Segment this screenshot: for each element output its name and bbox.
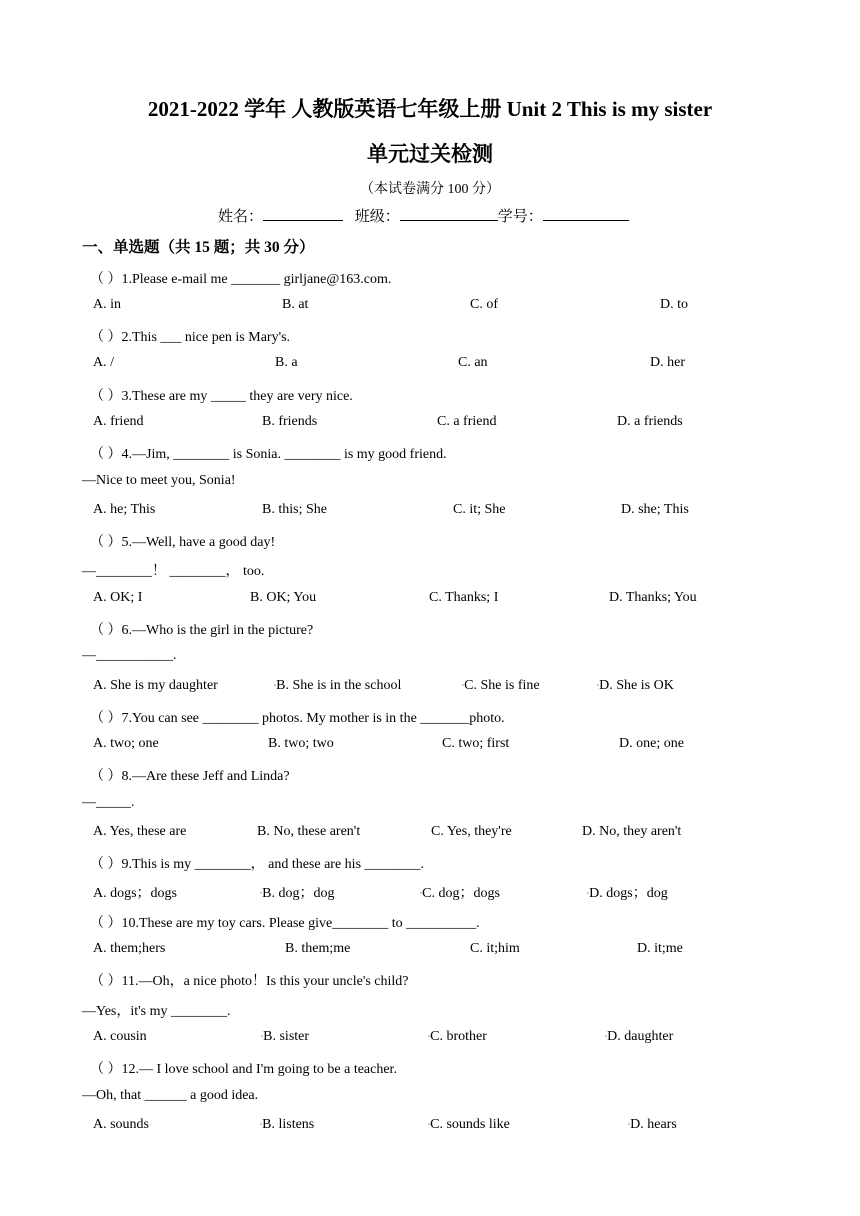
option-text: C. dog；dogs [422, 886, 500, 901]
exam-subtitle: （本试卷满分 100 分） [360, 182, 500, 197]
option-text: C. of [470, 297, 498, 312]
question-text: 4.—Jim, ________ is Sonia. ________ is my good friend. [121, 447, 447, 462]
answer-paren: （ ） [90, 769, 122, 784]
option-text: C. a friend [437, 414, 497, 429]
option-marker-icon: ▫ [462, 682, 465, 689]
option-text: A. friend [93, 414, 144, 429]
answer-paren: （ ） [90, 447, 122, 462]
option-a[interactable] [93, 882, 177, 902]
option-d[interactable] [660, 297, 688, 313]
option-text: C. Thanks; I [429, 590, 499, 605]
option-a[interactable] [93, 1029, 147, 1045]
question-text: 10.These are my toy cars. Please give________ to __________. [121, 916, 480, 931]
option-marker-icon: ▫ [605, 1033, 608, 1040]
option-marker-icon: ▫ [261, 1033, 264, 1040]
option-marker-icon: ▫ [587, 890, 590, 897]
option-text: A. two; one [93, 736, 159, 751]
option-a[interactable] [93, 736, 159, 752]
option-marker-icon: ▫ [274, 682, 277, 689]
question-text: 2.This ___ nice pen is Mary's. [121, 330, 291, 345]
option-text: D. one; one [619, 736, 684, 751]
option-a[interactable] [93, 678, 218, 694]
option-marker-icon: ▫ [260, 1121, 263, 1128]
option-text: C. an [458, 355, 488, 370]
option-text: C. it;him [470, 941, 520, 956]
option-text: B. friends [262, 414, 318, 429]
option-marker-icon: ▫ [260, 890, 263, 897]
option-text: D. No, they aren't [582, 824, 682, 839]
option-c[interactable] [470, 297, 498, 313]
option-text: C. brother [430, 1029, 487, 1044]
question-stem [90, 619, 313, 639]
option-c[interactable] [431, 824, 512, 840]
class-label: 班级： [354, 209, 400, 225]
answer-paren: （ ） [90, 272, 122, 287]
option-d[interactable] [597, 678, 674, 694]
question-text: 5.—Well, have a good day! [121, 535, 276, 550]
option-b[interactable] [257, 824, 360, 840]
option-c[interactable] [437, 414, 496, 430]
option-b[interactable] [260, 1117, 314, 1133]
question-stem [90, 326, 290, 346]
option-text: A. OK; I [93, 590, 143, 605]
option-text: B. two; two [268, 736, 334, 751]
option-text: D. her [650, 355, 685, 370]
question-stem [90, 970, 409, 990]
answer-paren: （ ） [90, 623, 122, 638]
answer-paren: （ ） [90, 389, 122, 404]
question-text: 12.— I love school and I'm going to be a teacher. [121, 1062, 397, 1077]
option-c[interactable] [442, 736, 509, 752]
question-stem [90, 765, 290, 785]
question-stem [90, 853, 424, 873]
option-text: D. Thanks; You [609, 590, 697, 605]
option-a[interactable] [93, 297, 121, 313]
option-d[interactable] [605, 1029, 673, 1045]
option-text: D. to [660, 297, 688, 312]
option-c[interactable] [428, 1029, 487, 1045]
option-text: A. in [93, 297, 121, 312]
option-text: B. OK; You [250, 590, 317, 605]
option-d[interactable] [621, 502, 689, 518]
id-label: 学号： [497, 209, 543, 225]
question-text: 8.—Are these Jeff and Linda? [121, 769, 290, 784]
question-continuation: —___________. [82, 648, 177, 663]
option-text: A. sounds [93, 1117, 150, 1132]
option-text: C. two; first [442, 736, 510, 751]
id-blank [543, 205, 629, 221]
option-text: B. this; She [262, 502, 327, 517]
option-c[interactable] [458, 355, 488, 371]
option-marker-icon: ▫ [597, 682, 600, 689]
option-marker-icon: ▫ [428, 1121, 431, 1128]
question-stem [90, 1058, 397, 1078]
option-marker-icon: ▫ [420, 890, 423, 897]
question-stem [90, 268, 391, 288]
question-continuation: —Yes，it's my ________. [82, 1004, 231, 1019]
question-text: 3.These are my _____ they are very nice. [121, 389, 353, 404]
option-d[interactable] [617, 414, 683, 430]
option-text: B. listens [262, 1117, 315, 1132]
option-c[interactable] [462, 678, 540, 694]
option-d[interactable] [609, 590, 697, 606]
option-a[interactable] [93, 414, 144, 430]
question-text: 6.—Who is the girl in the picture? [121, 623, 314, 638]
question-continuation: —Oh, that ______ a good idea. [82, 1088, 259, 1103]
option-a[interactable] [93, 941, 165, 957]
option-d[interactable] [628, 1117, 677, 1133]
option-text: D. hears [630, 1117, 677, 1132]
option-text: A. dogs；dogs [93, 886, 178, 901]
option-text: A. them;hers [93, 941, 166, 956]
option-text: B. dog；dog [262, 886, 335, 901]
option-a[interactable] [93, 355, 114, 371]
student-info-line [218, 205, 629, 226]
question-continuation: —_____. [82, 795, 135, 810]
question-text: 9.This is my ________， and these are his ________. [121, 857, 425, 872]
option-marker-icon: ▫ [628, 1121, 631, 1128]
question-text: 11.—Oh，a nice photo！Is this your uncle's child? [121, 974, 409, 989]
option-a[interactable] [93, 502, 155, 518]
option-text: B. No, these aren't [257, 824, 361, 839]
exam-title: 2021-2022 学年 人教版英语七年级上册 Unit 2 This is my sister [147, 97, 713, 121]
answer-paren: （ ） [90, 535, 122, 550]
answer-paren: （ ） [90, 974, 122, 989]
option-b[interactable] [261, 1029, 309, 1045]
option-text: D. a friends [617, 414, 683, 429]
option-text: B. them;me [285, 941, 351, 956]
option-b[interactable] [268, 736, 334, 752]
answer-paren: （ ） [90, 916, 122, 931]
name-label: 姓名： [218, 209, 264, 225]
option-b[interactable] [260, 882, 334, 902]
question-stem [90, 531, 275, 551]
question-stem [90, 443, 447, 463]
option-d[interactable] [587, 882, 668, 902]
option-b[interactable] [250, 590, 316, 606]
option-text: D. daughter [607, 1029, 674, 1044]
option-text: A. he; This [93, 502, 156, 517]
question-stem [90, 385, 353, 405]
option-text: C. it; She [453, 502, 506, 517]
question-text: 7.You can see ________ photos. My mother is in the _______photo. [121, 711, 505, 726]
option-b[interactable] [274, 678, 401, 694]
option-d[interactable] [582, 824, 681, 840]
question-continuation: —Nice to meet you, Sonia! [82, 473, 236, 488]
question-stem [90, 912, 480, 932]
answer-paren: （ ） [90, 711, 122, 726]
class-blank [400, 205, 498, 221]
option-text: D. it;me [637, 941, 683, 956]
option-d[interactable] [637, 941, 683, 957]
option-text: D. she; This [621, 502, 689, 517]
question-continuation: —________！ ________， too. [82, 564, 265, 579]
question-text: 1.Please e-mail me _______ girljane@163.com. [121, 272, 392, 287]
option-text: C. She is fine [464, 678, 540, 693]
section-title: 一、单选题（共 15 题；共 30 分） [82, 239, 315, 256]
option-marker-icon: ▫ [428, 1033, 431, 1040]
option-text: A. She is my daughter [93, 678, 218, 693]
option-text: C. sounds like [430, 1117, 510, 1132]
option-b[interactable] [262, 414, 317, 430]
answer-paren: （ ） [90, 857, 122, 872]
exam-title-line2: 单元过关检测 [367, 142, 493, 166]
option-c[interactable] [429, 590, 498, 606]
option-a[interactable] [93, 1117, 149, 1133]
option-d[interactable] [650, 355, 685, 371]
option-b[interactable] [282, 297, 308, 313]
option-c[interactable] [420, 882, 500, 902]
answer-paren: （ ） [90, 330, 122, 345]
option-text: A. Yes, these are [93, 824, 187, 839]
option-text: A. / [93, 355, 114, 370]
option-b[interactable] [275, 355, 298, 371]
option-text: C. Yes, they're [431, 824, 512, 839]
option-text: B. sister [263, 1029, 310, 1044]
option-d[interactable] [619, 736, 684, 752]
option-text: D. She is OK [599, 678, 674, 693]
option-a[interactable] [93, 590, 142, 606]
answer-paren: （ ） [90, 1062, 122, 1077]
question-stem [90, 707, 505, 727]
option-text: B. a [275, 355, 298, 370]
option-text: B. She is in the school [276, 678, 402, 693]
option-text: A. cousin [93, 1029, 147, 1044]
option-a[interactable] [93, 824, 186, 840]
option-b[interactable] [262, 502, 327, 518]
option-c[interactable] [428, 1117, 510, 1133]
option-c[interactable] [470, 941, 520, 957]
option-text: B. at [282, 297, 309, 312]
option-c[interactable] [453, 502, 506, 518]
name-blank [263, 205, 343, 221]
option-text: D. dogs；dog [589, 886, 668, 901]
option-b[interactable] [285, 941, 350, 957]
